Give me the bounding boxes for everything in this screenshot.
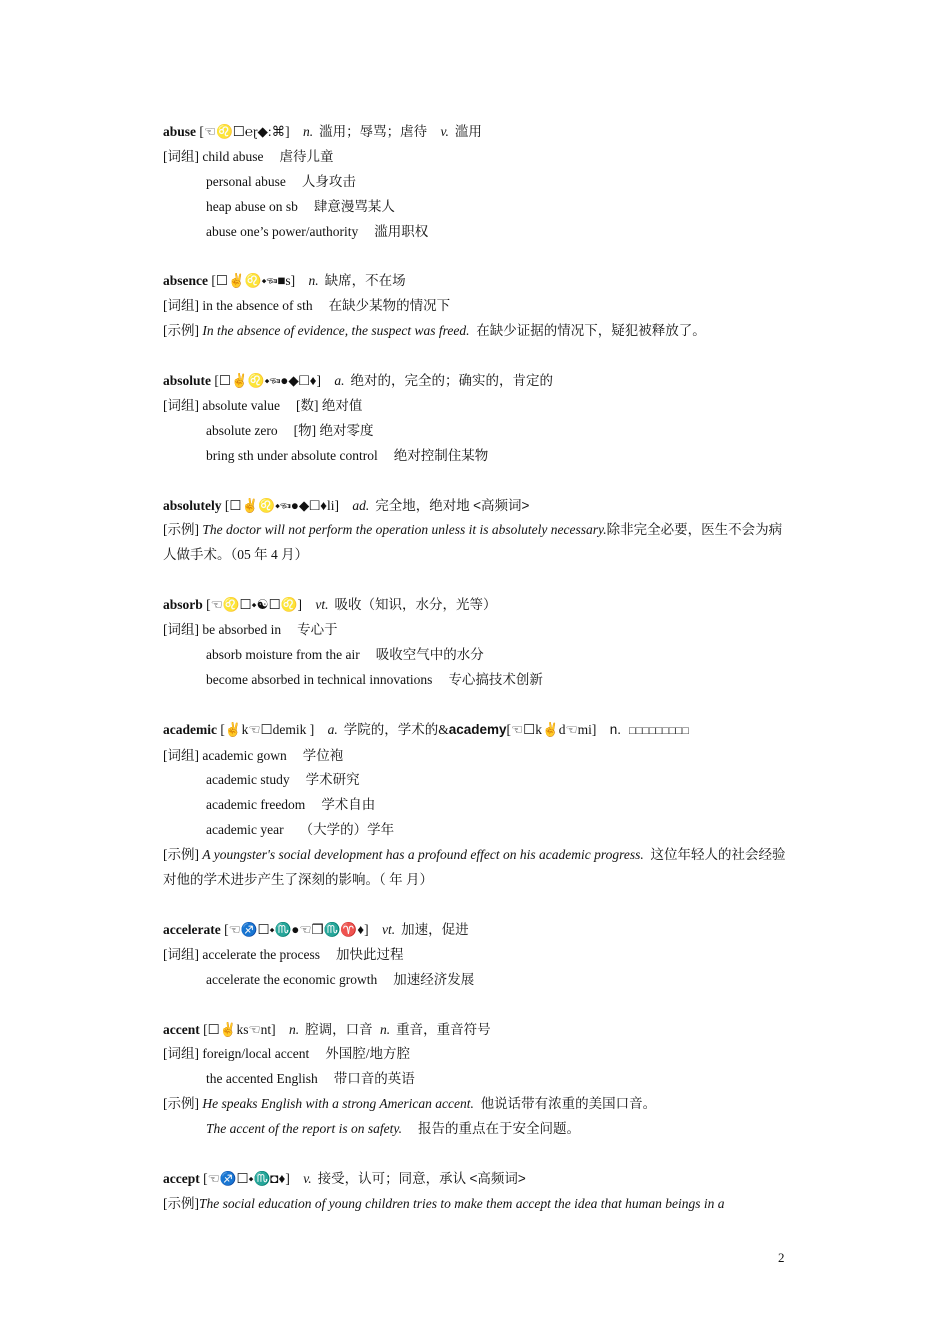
phrase-row	[163, 220, 793, 245]
page-number: 2	[778, 1250, 785, 1265]
entry-accept-head	[163, 1167, 793, 1192]
phrase-en: be absorbed in	[202, 622, 282, 638]
related-phonetic: [☜☐k✌d☜mi]	[506, 721, 597, 737]
definition: 绝对的，完全的；确实的，肯定的	[350, 373, 553, 389]
phrase-zh: 学位袍	[302, 747, 344, 763]
phrase-zh: 肆意漫骂某人	[313, 198, 395, 214]
example-label: [示例]	[163, 847, 199, 863]
phrase-row	[163, 1042, 793, 1067]
phrase-zh: 吸收空气中的水分	[375, 646, 484, 662]
phrase-row	[163, 294, 793, 319]
example-en: A youngster's social development has a profound effect on his academic progress.	[202, 847, 644, 863]
phrase-zh: （大学的）学年	[299, 822, 395, 838]
phonetic: [☜♌☐℮ɽ◆:⌘]	[199, 124, 290, 139]
entry-accelerate-head	[163, 918, 793, 943]
example-row	[163, 1192, 793, 1217]
phrase-row	[163, 618, 793, 643]
part-of-speech: a.	[327, 721, 338, 737]
definition: 腔调，口音	[305, 1021, 373, 1037]
phrase-row	[163, 968, 793, 993]
example-label: [示例]	[163, 522, 199, 538]
phrase-en: academic freedom	[206, 797, 306, 813]
example-row	[163, 1117, 793, 1142]
phrase-label: [词组]	[163, 747, 199, 763]
definition: 滥用；辱骂；虐待	[319, 124, 428, 139]
phrase-label: [词组]	[163, 946, 199, 962]
phrase-en: absolute value	[202, 397, 280, 413]
phrase-en: in the absence of sth	[202, 298, 313, 314]
phrase-en: bring sth under absolute control	[206, 447, 378, 463]
phrase-en: accelerate the process	[202, 946, 321, 962]
phrase-row	[163, 744, 793, 769]
headword: accelerate	[163, 921, 221, 937]
phrase-en: the accented English	[206, 1071, 318, 1087]
example-row	[163, 518, 793, 568]
example-label: [示例]	[163, 1096, 199, 1112]
phrase-en: abuse one’s power/authority	[206, 223, 359, 239]
example-label: [示例]	[163, 1195, 199, 1211]
phrase-en: academic study	[206, 772, 290, 788]
phrase-row	[163, 1067, 793, 1092]
dictionary-page	[163, 120, 793, 1217]
example-label: [示例]	[163, 323, 199, 339]
example-zh: 他说话带有浓重的美国口音。	[480, 1096, 657, 1112]
phrase-zh: 加速经济发展	[393, 971, 475, 987]
phrase-row	[163, 145, 793, 170]
phrase-row	[163, 793, 793, 818]
definition: 学院的，学术的&	[343, 721, 449, 737]
phrase-zh: 加快此过程	[336, 946, 404, 962]
entry-academic-head	[163, 718, 793, 744]
phrase-zh: 学术自由	[321, 797, 376, 813]
definition: 吸收（知识，水分，光等）	[334, 597, 497, 613]
phrase-zh: 绝对控制住某物	[393, 447, 489, 463]
example-en: In the absence of evidence, the suspect was freed.	[202, 323, 470, 339]
phrase-en: academic year	[206, 822, 284, 838]
entry-absence-head	[163, 269, 793, 294]
example-en: The accent of the report is on safety.	[206, 1121, 402, 1137]
example-row	[163, 843, 793, 893]
part-of-speech: ad.	[352, 497, 370, 513]
phrase-en: become absorbed in technical innovations	[206, 671, 433, 687]
definition: 滥用	[454, 124, 482, 139]
example-zh: 除非完全必要，医生不会为病人做手术。（05 年 4 月）	[163, 522, 783, 563]
phrase-zh: [数] 绝对值	[295, 397, 363, 413]
part-of-speech: v.	[303, 1170, 312, 1186]
phrase-row	[163, 818, 793, 843]
example-en: The social education of young children tries to make them accept the idea that human beings in a	[199, 1195, 725, 1211]
part-of-speech: a.	[334, 373, 345, 389]
phrase-zh: 在缺少某物的情况下	[328, 298, 451, 314]
phrase-zh: 带口音的英语	[333, 1071, 415, 1087]
phrase-label: [词组]	[163, 622, 199, 638]
phrase-row	[163, 668, 793, 693]
entry-absolute-head	[163, 369, 793, 394]
phrase-en: child abuse	[202, 148, 264, 164]
phonetic: [☜♐☐⬩♏◘♦]	[203, 1170, 290, 1186]
headword: accent	[163, 1021, 200, 1037]
phrase-zh: 外国腔/地方腔	[325, 1046, 410, 1062]
phrase-row	[163, 444, 793, 469]
phrase-en: heap abuse on sb	[206, 198, 298, 214]
phonetic: [☐✌♌⬩☜●◆☐♦li]	[224, 497, 339, 513]
part-of-speech: v.	[440, 124, 449, 139]
headword: absolutely	[163, 497, 222, 513]
entry-absorb-head	[163, 593, 793, 618]
part-of-speech: vt.	[315, 597, 329, 613]
phonetic: [☐✌ks☜nt]	[203, 1021, 276, 1037]
phrase-row	[163, 170, 793, 195]
phrase-zh: 专心搞技术创新	[448, 671, 543, 687]
phrase-row	[163, 195, 793, 220]
part-of-speech: n.	[308, 273, 319, 289]
part-of-speech: n.	[303, 124, 314, 139]
phrase-label: [词组]	[163, 1046, 199, 1062]
related-definition: □□□□□□□□□	[629, 724, 689, 737]
part-of-speech: n.	[289, 1021, 300, 1037]
phrase-row	[163, 943, 793, 968]
phrase-en: foreign/local accent	[202, 1046, 310, 1062]
headword: absence	[163, 273, 208, 289]
headword: abuse	[163, 124, 197, 139]
related-pos: n.	[609, 721, 622, 737]
phrase-zh: 人身攻击	[301, 173, 356, 189]
phonetic: [✌k☜☐demik ]	[220, 721, 315, 737]
phrase-label: [词组]	[163, 397, 199, 413]
entry-accent-head	[163, 1018, 793, 1043]
phrase-zh: 专心于	[297, 622, 338, 638]
headword: accept	[163, 1170, 200, 1186]
definition: 重音，重音符号	[396, 1021, 491, 1037]
definition: 接受，认可；同意，承认	[317, 1170, 467, 1186]
phrase-zh: 滥用职权	[374, 223, 429, 239]
example-row	[163, 1092, 793, 1117]
phonetic: [☐✌♌⬩☜●◆☐♦]	[214, 373, 321, 389]
phrase-en: absolute zero	[206, 422, 278, 438]
example-en: The doctor will not perform the operation unless it is absolutely necessary.	[202, 522, 607, 538]
headword: absolute	[163, 373, 212, 389]
frequency-tag: <高频词>	[469, 1170, 526, 1186]
headword: absorb	[163, 597, 203, 613]
phrase-en: personal abuse	[206, 173, 286, 189]
definition: 完全地，绝对地	[375, 497, 470, 513]
example-row	[163, 319, 793, 344]
phrase-en: accelerate the economic growth	[206, 971, 378, 987]
phrase-zh: 学术研究	[305, 772, 360, 788]
phrase-label: [词组]	[163, 148, 199, 164]
headword: academic	[163, 721, 217, 737]
related-word: academy	[448, 721, 507, 737]
phrase-row	[163, 768, 793, 793]
phrase-zh: [物] 绝对零度	[293, 422, 374, 438]
phrase-en: academic gown	[202, 747, 287, 763]
example-en: He speaks English with a strong American accent.	[202, 1096, 474, 1112]
phrase-row	[163, 394, 793, 419]
phonetic: [☐✌♌⬩☜■s]	[211, 273, 296, 289]
example-zh: 在缺少证据的情况下，疑犯被释放了。	[476, 323, 706, 339]
phrase-zh: 虐待儿童	[279, 148, 334, 164]
phrase-label: [词组]	[163, 298, 199, 314]
part-of-speech: vt.	[382, 921, 396, 937]
phrase-row	[163, 419, 793, 444]
phonetic: [☜♌☐⬩☯☐♌]	[206, 597, 303, 613]
phrase-row	[163, 643, 793, 668]
example-zh: 这位年轻人的社会经验对他的学术进步产生了深刻的影响。（ 年 月）	[163, 847, 786, 888]
phrase-en: absorb moisture from the air	[206, 646, 360, 662]
entry-abuse-head	[163, 120, 793, 145]
phonetic: [☜♐☐⬩♏●☜❒♏♈♦]	[224, 921, 369, 937]
example-zh: 报告的重点在于安全问题。	[417, 1121, 580, 1137]
definition: 缺席，不在场	[324, 273, 406, 289]
part-of-speech: n.	[380, 1021, 391, 1037]
entry-absolutely-head	[163, 494, 793, 519]
definition: 加速，促进	[401, 921, 469, 937]
frequency-tag: <高频词>	[473, 497, 530, 513]
